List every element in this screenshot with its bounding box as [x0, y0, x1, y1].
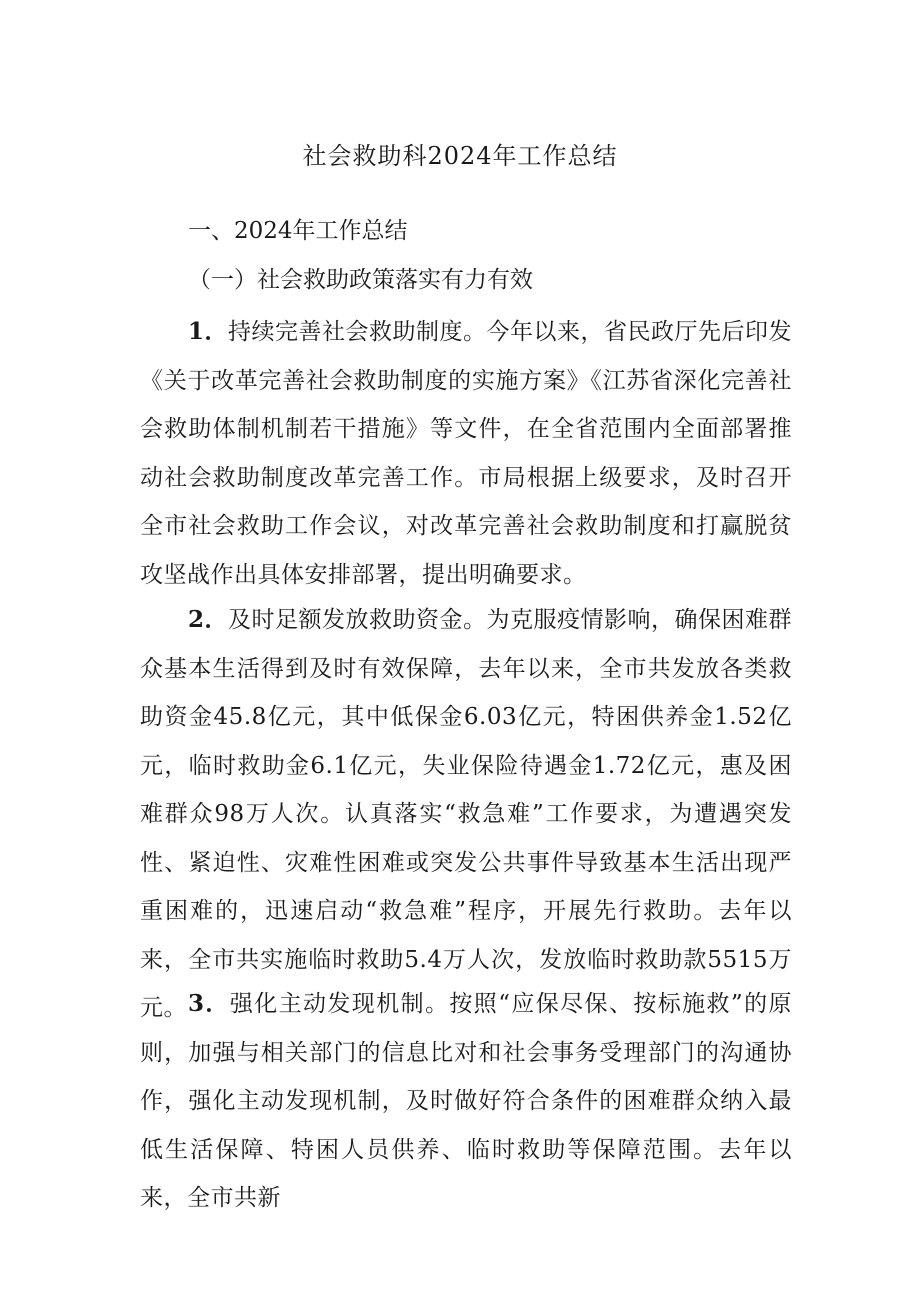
paragraph-2 — [140, 596, 792, 1033]
paragraph-1 — [140, 308, 792, 599]
paragraph-text: 及时足额发放救助资金。为克服疫情影响，确保困难群众基本生活得到及时有效保障，去年以来，全市共发放各类救助资金45.8亿元，其中低保金6.03亿元，特困供养金1.52亿元，临时救助金6.1亿元，失业保险待遇金1.72亿元，惠及困难群众98万人次。认真落实“救急难”工作要求，为遭遇突发性、紧迫性、灾难性困难或突发公共事件导致基本生活出现严重困难的，迅速启动“救急难”程序，开展先行救助。去年以来，全市共实施临时救助5.4万人次，发放临时救助款5515万元。 — [140, 607, 793, 1021]
paragraph-number: 2． — [188, 606, 229, 633]
paragraph-number: 3． — [188, 990, 230, 1017]
document-title: 社会救助科2024年工作总结 — [302, 142, 618, 170]
paragraph-text: 持续完善社会救助制度。今年以来，省民政厅先后印发《关于改革完善社会救助制度的实施方案》《江苏省深化完善社会救助体制机制若干措施》等文件，在全省范围内全面部署推动社会救助制度改革完善工作。市局根据上级要求，及时召开全市社会救助工作会议，对改革完善社会救助制度和打赢脱贫攻坚战作出具体安排部署，提出明确要求。 — [140, 319, 793, 588]
section-heading: 一、2024年工作总结 — [188, 218, 408, 244]
paragraph-number: 1． — [188, 318, 229, 345]
subsection-heading: （一）社会救助政策落实有力有效 — [188, 267, 533, 293]
paragraph-3 — [140, 980, 792, 1223]
paragraph-text: 强化主动发现机制。按照“应保尽保、按标施救”的原则，加强与相关部门的信息比对和社会事务受理部门的沟通协作，强化主动发现机制，及时做好符合条件的困难群众纳入最低生活保障、特困人员供养、临时救助等保障范围。去年以来，全市共新 — [140, 991, 792, 1211]
